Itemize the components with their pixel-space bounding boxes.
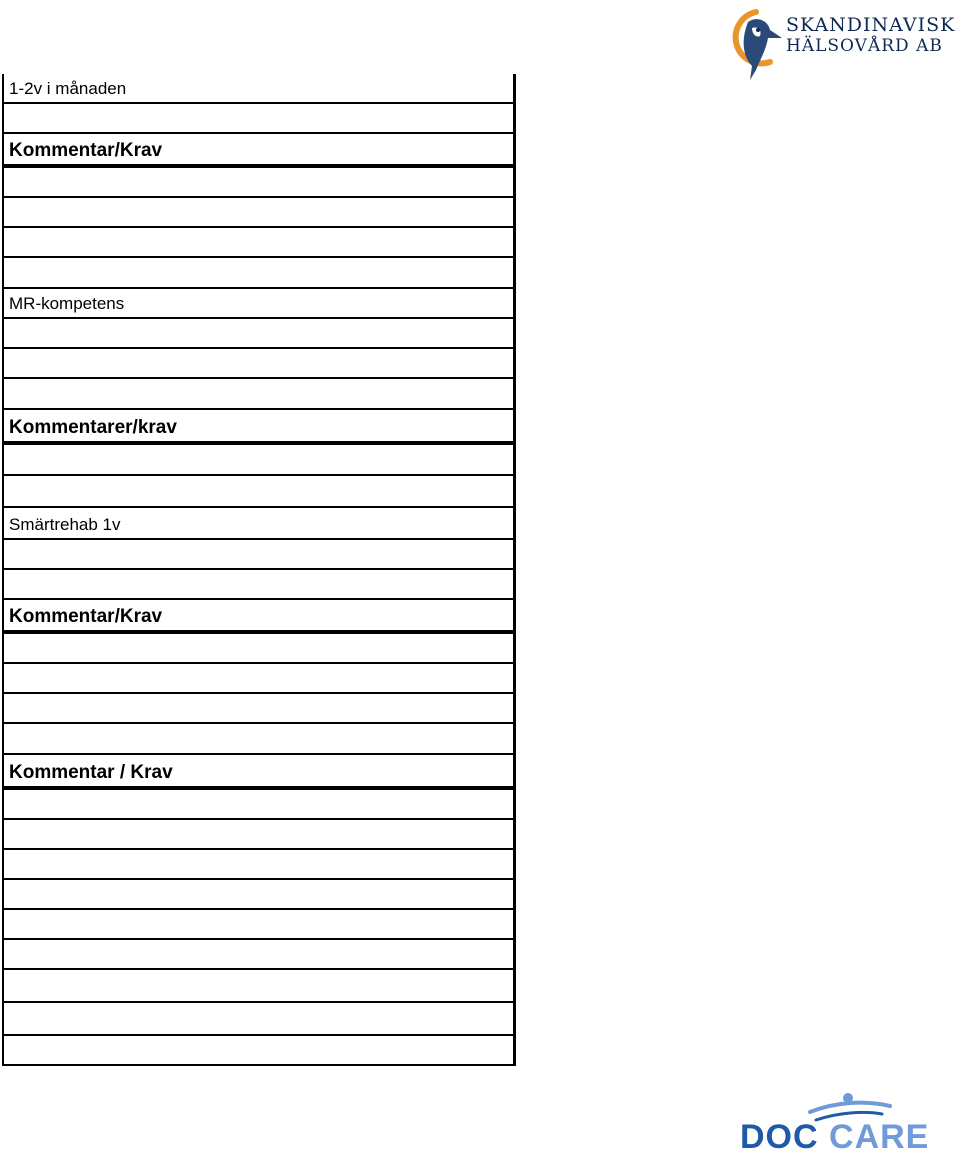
blank-row[interactable] <box>2 104 516 134</box>
comment-input-row[interactable] <box>2 634 516 664</box>
comment-input-row[interactable] <box>2 880 516 910</box>
brand-doc: DOC <box>740 1118 819 1156</box>
doccare-wordmark <box>740 1118 929 1157</box>
comment-input-row[interactable] <box>2 724 516 755</box>
frequency-text: 1-2v i månaden <box>9 79 127 98</box>
company-logo <box>726 8 956 82</box>
mr-row <box>2 289 516 319</box>
blank-row[interactable] <box>2 570 516 600</box>
comment-input-row[interactable] <box>2 940 516 970</box>
comment-header-1 <box>2 134 516 168</box>
mr-competence-text: MR-kompetens <box>9 294 125 313</box>
frequency-row <box>2 74 516 104</box>
pain-rehab-row <box>2 508 516 540</box>
comment-input-row[interactable] <box>2 820 516 850</box>
comment-input-row[interactable] <box>2 198 516 228</box>
comment-header-3 <box>2 600 516 634</box>
brand-care: CARE <box>829 1118 930 1156</box>
blank-row[interactable] <box>2 349 516 379</box>
comment-input-row[interactable] <box>2 970 516 1003</box>
comment-input-row[interactable] <box>2 790 516 820</box>
comment-input-row[interactable] <box>2 476 516 508</box>
comment-input-row[interactable] <box>2 664 516 694</box>
blank-row[interactable] <box>2 319 516 349</box>
comment-header-2 <box>2 410 516 445</box>
blank-row[interactable] <box>2 540 516 570</box>
comment-input-row[interactable] <box>2 910 516 940</box>
comment-label-1: Kommentar/Krav <box>9 140 163 161</box>
comment-input-row[interactable] <box>2 258 516 289</box>
comment-header-4 <box>2 755 516 790</box>
comment-label-2: Kommentarer/krav <box>9 417 177 438</box>
pain-rehab-text: Smärtrehab 1v <box>9 515 121 534</box>
kookaburra-logo-icon <box>726 8 786 82</box>
requirements-form <box>2 74 518 1066</box>
comment-input-row[interactable] <box>2 1036 516 1066</box>
blank-row[interactable] <box>2 379 516 410</box>
comment-input-row[interactable] <box>2 228 516 258</box>
doccare-logo <box>740 1090 945 1156</box>
comment-label-3: Kommentar/Krav <box>9 606 163 627</box>
comment-input-row[interactable] <box>2 850 516 880</box>
company-name-line2: HÄLSOVÅRD AB <box>786 36 943 56</box>
comment-input-row[interactable] <box>2 694 516 724</box>
comment-input-row[interactable] <box>2 168 516 198</box>
comment-input-row[interactable] <box>2 445 516 476</box>
company-name-line1: SKANDINAVISK <box>786 14 956 36</box>
comment-label-4: Kommentar / Krav <box>9 762 173 783</box>
comment-input-row[interactable] <box>2 1003 516 1036</box>
